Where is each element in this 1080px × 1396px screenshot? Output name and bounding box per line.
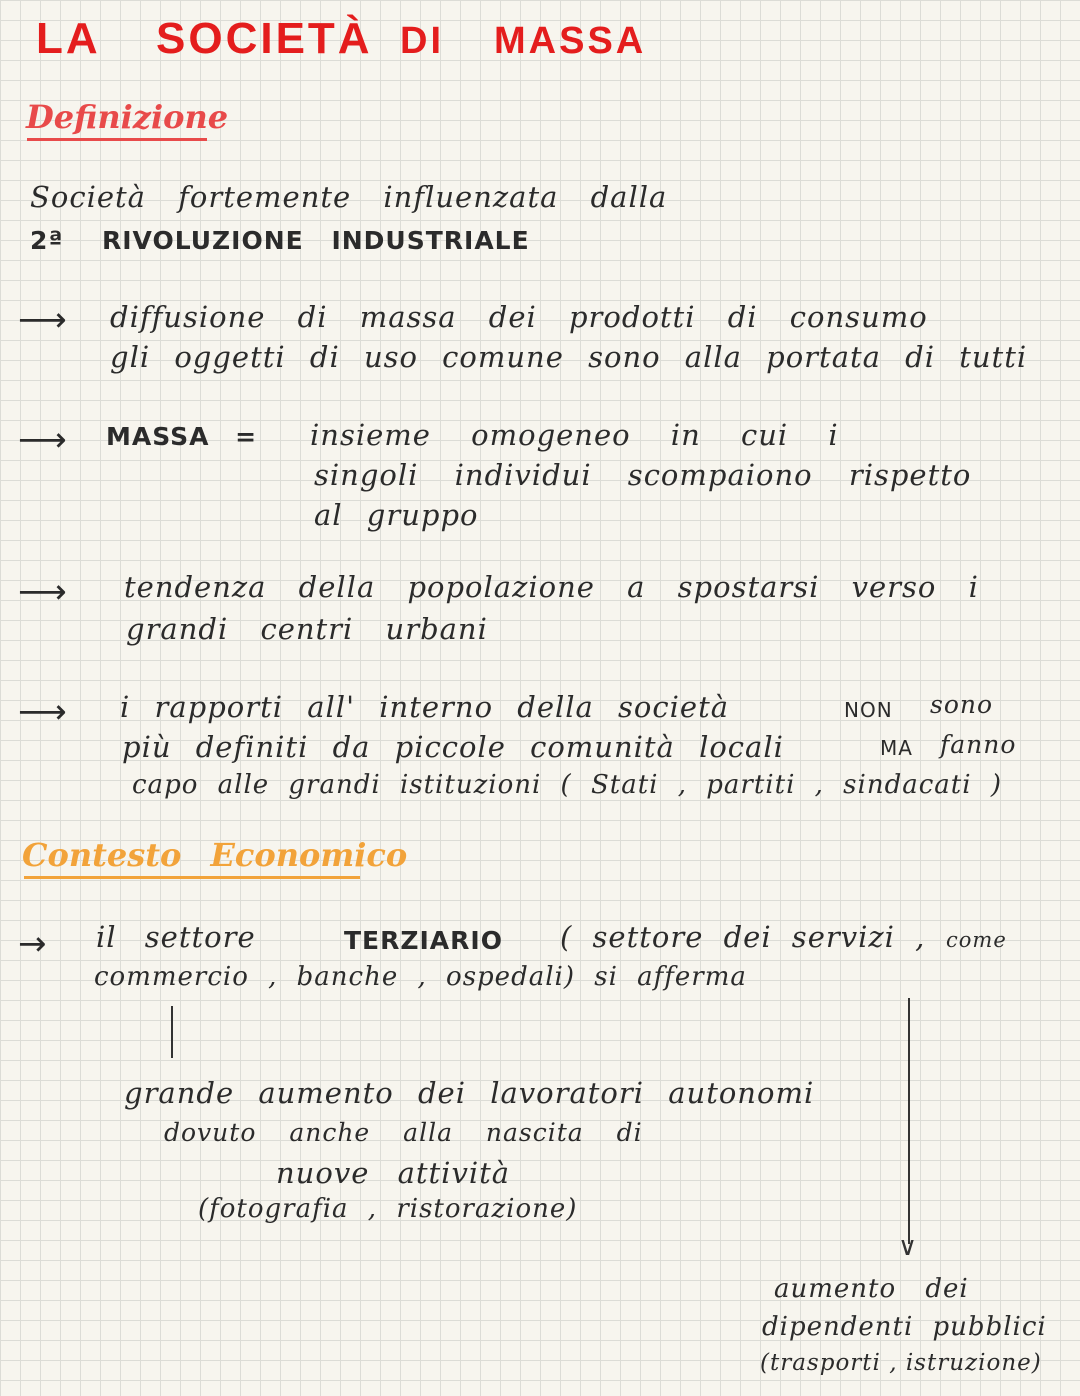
- down-arrow-line: [908, 998, 910, 1244]
- section-heading-definizione: Definizione: [26, 98, 229, 136]
- point-line: tendenza della popolazione a spostarsi verso i: [124, 570, 979, 604]
- point-line: diffusione di massa dei prodotti di consumo: [110, 300, 928, 334]
- point-line: al gruppo: [314, 498, 479, 532]
- intro-ordinal: 2ª: [30, 226, 64, 255]
- heading-underline: [27, 138, 207, 141]
- point-line: sono: [930, 690, 994, 719]
- point-line: singoli individui scompaiono rispetto: [314, 458, 972, 492]
- economico-line: il settore: [96, 920, 256, 954]
- arrow-right-icon: ⟶: [18, 572, 67, 612]
- arrow-right-icon: ⟶: [18, 300, 67, 340]
- branch-left-line: dovuto anche alla nascita di: [164, 1118, 643, 1147]
- economico-line: ( settore dei servizi ,: [560, 920, 926, 954]
- point-line: capo alle grandi istituzioni ( Stati , partiti , sindacati ): [132, 770, 1002, 800]
- branch-right-line: dipendenti pubblici: [762, 1312, 1047, 1342]
- intro-text: Società fortemente influenzata dalla: [30, 180, 668, 214]
- economico-line: commercio , banche , ospedali) si afferma: [94, 962, 747, 992]
- point-emphasis-non: NON: [844, 698, 893, 722]
- branch-left-line: (fotografia , ristorazione): [198, 1194, 578, 1224]
- point-line: più definiti da piccole comunità locali: [122, 730, 784, 764]
- title-word-massa: MASSA: [494, 20, 647, 62]
- intro-bold-text: RIVOLUZIONE INDUSTRIALE: [102, 226, 530, 255]
- point-emphasis-ma: MA: [880, 736, 913, 760]
- branch-right-line: aumento dei: [774, 1274, 969, 1304]
- arrow-right-icon: ⟶: [18, 692, 67, 732]
- branch-right-line: (trasporti , istruzione): [760, 1350, 1042, 1376]
- point-line: insieme omogeneo in cui i: [310, 418, 839, 452]
- title-word-di: DI: [400, 20, 444, 62]
- point-line: gli oggetti di uso comune sono alla portata di tutti: [110, 340, 1028, 374]
- branch-left-line: nuove attività: [276, 1156, 511, 1190]
- heading-underline: [24, 876, 360, 879]
- point-label-massa: MASSA =: [106, 422, 258, 451]
- point-line: fanno: [940, 730, 1017, 759]
- arrow-right-icon: →: [18, 924, 47, 964]
- section-heading-contesto-economico: Contesto Economico: [22, 836, 408, 874]
- title-word-la: LA: [36, 14, 101, 63]
- point-line: i rapporti all' interno della società: [120, 690, 730, 724]
- economico-terziario: TERZIARIO: [344, 926, 503, 955]
- down-arrow-line: [171, 1006, 173, 1058]
- arrow-right-icon: ⟶: [18, 420, 67, 460]
- down-arrow-icon: ∨: [898, 1232, 918, 1262]
- title-word-societa: SOCIETÀ: [156, 14, 373, 63]
- economico-line: come: [946, 928, 1007, 952]
- branch-left-line: grande aumento dei lavoratori autonomi: [124, 1076, 815, 1110]
- point-line: grandi centri urbani: [126, 612, 488, 646]
